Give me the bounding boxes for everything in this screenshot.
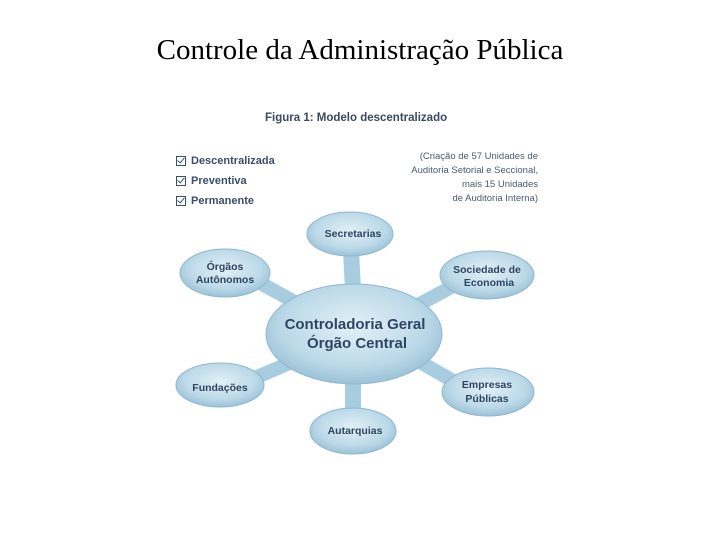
slide-title: Controle da Administração Pública — [156, 34, 564, 66]
note-line: mais 15 Unidades — [461, 179, 538, 190]
bubble-orgaos-autonomos — [180, 249, 270, 297]
orgaos-autonomos-label-1: Órgãos — [206, 261, 244, 273]
sociedade-economia-label-1: Sociedade de — [453, 264, 521, 276]
checklist-label: Permanente — [191, 195, 254, 207]
empresas-publicas-label-2: Públicas — [465, 393, 509, 405]
bubble-fundacoes — [176, 363, 264, 407]
orgaos-autonomos-label-2: Autônomos — [195, 274, 255, 286]
center-label-2: Órgão Central — [306, 335, 408, 352]
bubble-sociedade-economia — [440, 251, 534, 299]
bubble-autarquias — [310, 408, 396, 454]
bubble-secretarias — [307, 212, 393, 256]
secretarias-label: Secretarias — [324, 228, 382, 240]
note-line: Auditoria Setorial e Seccional, — [411, 165, 538, 176]
center-label-1: Controladoria Geral — [284, 316, 426, 333]
bubble-controladoria-geral — [266, 284, 442, 384]
note-line: (Criação de 57 Unidades de — [419, 151, 538, 162]
figure-caption: Figura 1: Modelo descentralizado — [265, 112, 448, 124]
bubble-empresas-publicas — [442, 368, 534, 416]
sociedade-economia-label-2: Economia — [463, 277, 515, 289]
fundacoes-label: Fundações — [192, 382, 248, 394]
autarquias-label: Autarquias — [327, 425, 383, 437]
note-line: de Auditoria Interna) — [452, 193, 538, 204]
checklist-label: Descentralizada — [191, 155, 275, 167]
empresas-publicas-label-1: Empresas — [461, 379, 513, 391]
checklist-label: Preventiva — [191, 175, 247, 187]
